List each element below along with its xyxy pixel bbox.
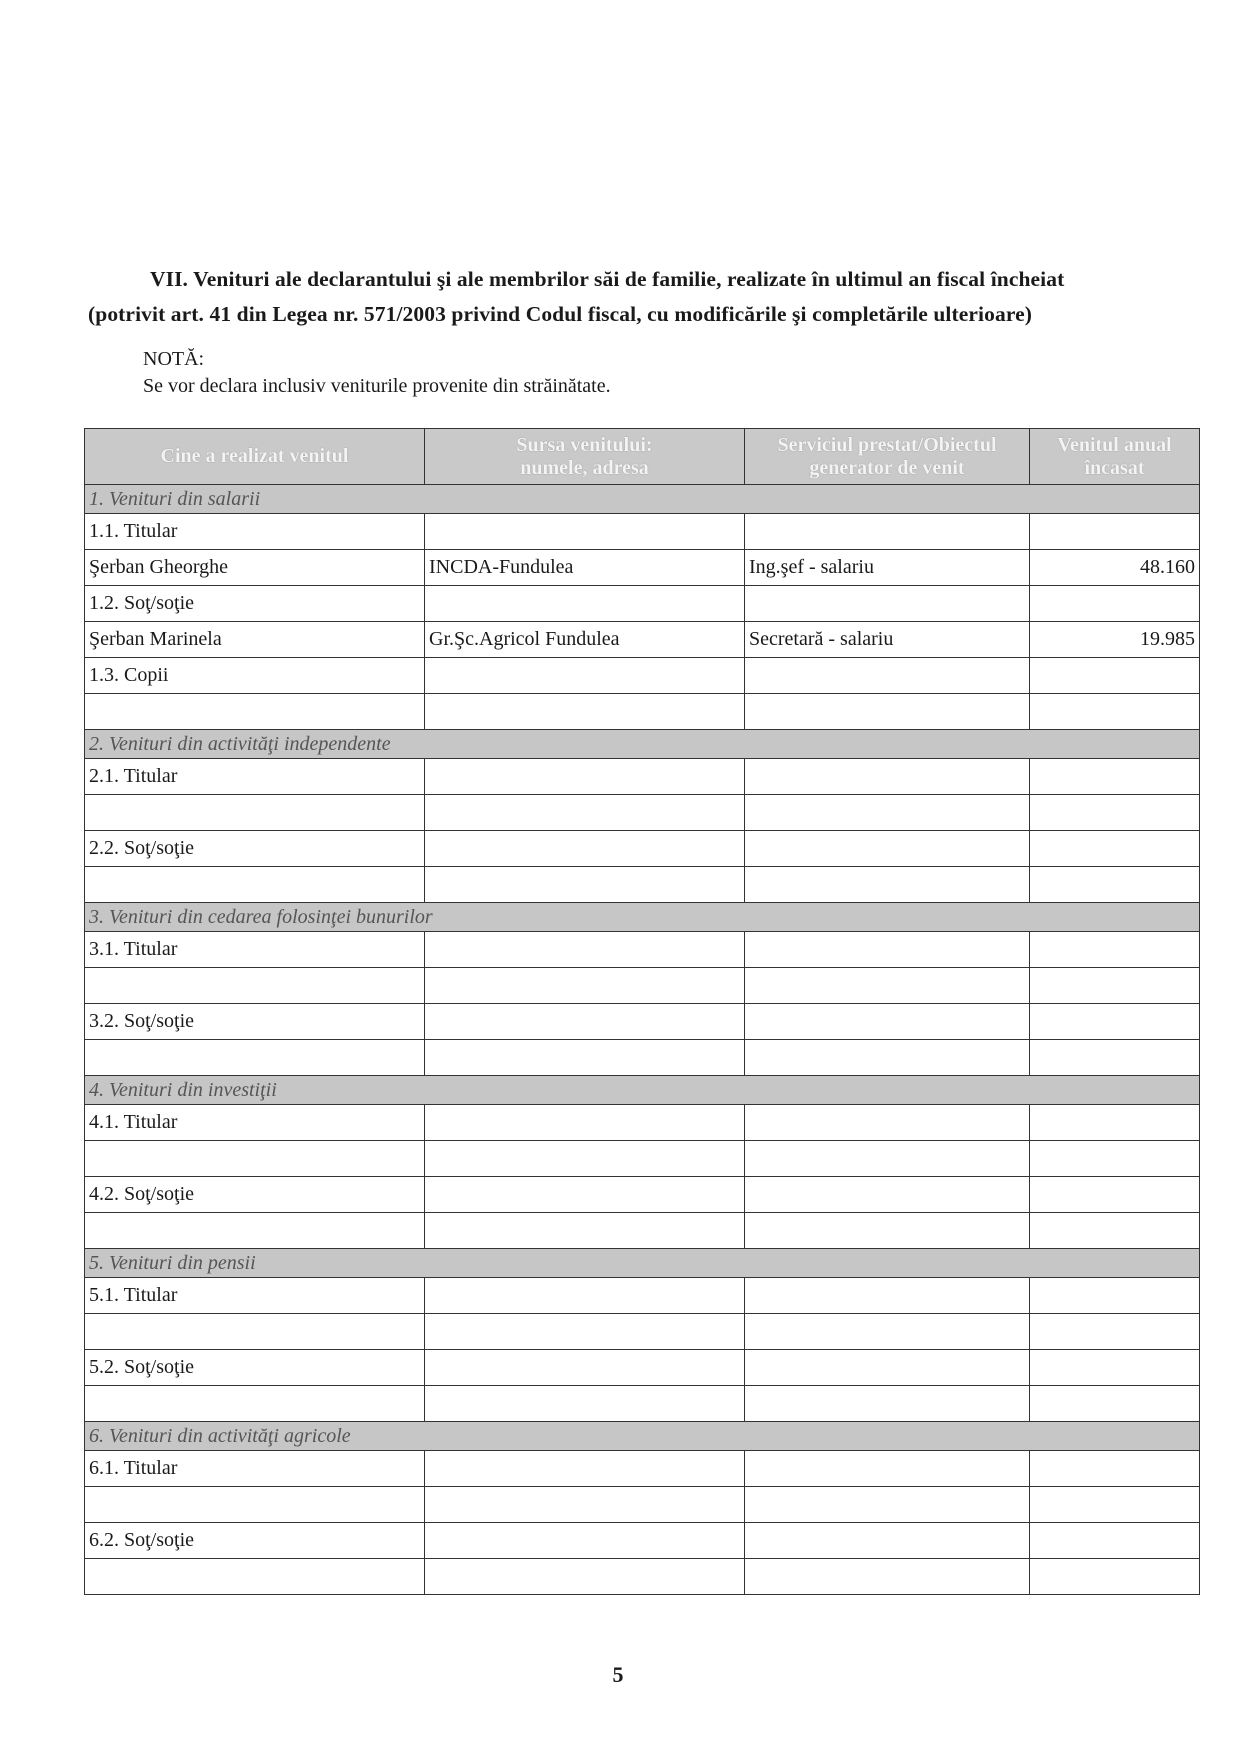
section-row xyxy=(85,485,1200,514)
cell-source xyxy=(425,694,745,730)
cell-source xyxy=(425,1040,745,1076)
table-row xyxy=(85,586,1200,622)
cell-service xyxy=(745,1386,1030,1422)
section-title: 2. Venituri din activităţi independente xyxy=(85,730,1200,759)
cell-amount xyxy=(1030,1105,1200,1141)
cell-source xyxy=(425,932,745,968)
cell-amount xyxy=(1030,968,1200,1004)
cell-source: INCDA-Fundulea xyxy=(425,550,745,586)
table-row xyxy=(85,1213,1200,1249)
cell-source xyxy=(425,1451,745,1487)
cell-who: 4.1. Titular xyxy=(85,1105,425,1141)
cell-who: 1.2. Soţ/soţie xyxy=(85,586,425,622)
cell-service xyxy=(745,1105,1030,1141)
table-row xyxy=(85,1141,1200,1177)
cell-service xyxy=(745,932,1030,968)
cell-who xyxy=(85,1487,425,1523)
section-row xyxy=(85,1249,1200,1278)
cell-service xyxy=(745,1350,1030,1386)
income-table-body xyxy=(85,485,1200,1595)
table-row xyxy=(85,1105,1200,1141)
section-title: 6. Venituri din activităţi agricole xyxy=(85,1422,1200,1451)
cell-service xyxy=(745,1278,1030,1314)
table-row xyxy=(85,932,1200,968)
cell-source xyxy=(425,658,745,694)
cell-who: 3.2. Soţ/soţie xyxy=(85,1004,425,1040)
cell-who: 2.1. Titular xyxy=(85,759,425,795)
cell-amount xyxy=(1030,1040,1200,1076)
cell-service xyxy=(745,1141,1030,1177)
cell-amount xyxy=(1030,932,1200,968)
cell-source xyxy=(425,795,745,831)
table-row xyxy=(85,759,1200,795)
table-row xyxy=(85,1177,1200,1213)
cell-amount xyxy=(1030,586,1200,622)
table-row xyxy=(85,1040,1200,1076)
table-row xyxy=(85,1350,1200,1386)
cell-who: 6.2. Soţ/soţie xyxy=(85,1523,425,1559)
note-label: NOTĂ: xyxy=(143,348,205,370)
table-row xyxy=(85,795,1200,831)
cell-amount xyxy=(1030,831,1200,867)
cell-service xyxy=(745,831,1030,867)
cell-who xyxy=(85,1559,425,1595)
note-text: Se vor declara inclusiv veniturile provenite din străinătate. xyxy=(143,375,611,397)
section-heading xyxy=(88,262,1223,332)
header-who: Cine a realizat venitul xyxy=(85,429,425,485)
cell-source xyxy=(425,1559,745,1595)
table-row xyxy=(85,1004,1200,1040)
section-title: 3. Venituri din cedarea folosinţei bunurilor xyxy=(85,903,1200,932)
cell-service xyxy=(745,658,1030,694)
cell-service xyxy=(745,1040,1030,1076)
cell-source xyxy=(425,968,745,1004)
table-row xyxy=(85,622,1200,658)
table-row xyxy=(85,1559,1200,1595)
cell-who: 4.2. Soţ/soţie xyxy=(85,1177,425,1213)
cell-amount xyxy=(1030,658,1200,694)
table-row xyxy=(85,1523,1200,1559)
table-row xyxy=(85,514,1200,550)
cell-who: 2.2. Soţ/soţie xyxy=(85,831,425,867)
section-row xyxy=(85,903,1200,932)
cell-amount xyxy=(1030,759,1200,795)
cell-service xyxy=(745,968,1030,1004)
cell-who xyxy=(85,867,425,903)
cell-amount xyxy=(1030,1278,1200,1314)
cell-source xyxy=(425,1278,745,1314)
section-row xyxy=(85,1422,1200,1451)
cell-amount xyxy=(1030,514,1200,550)
cell-amount xyxy=(1030,1451,1200,1487)
table-row xyxy=(85,831,1200,867)
cell-who xyxy=(85,1040,425,1076)
table-row xyxy=(85,658,1200,694)
cell-amount xyxy=(1030,1386,1200,1422)
cell-amount xyxy=(1030,867,1200,903)
cell-service xyxy=(745,1559,1030,1595)
section-title: 4. Venituri din investiţii xyxy=(85,1076,1200,1105)
cell-who: Şerban Marinela xyxy=(85,622,425,658)
cell-amount xyxy=(1030,1559,1200,1595)
section-row xyxy=(85,730,1200,759)
cell-who xyxy=(85,1213,425,1249)
cell-source xyxy=(425,831,745,867)
cell-source xyxy=(425,1314,745,1350)
cell-service xyxy=(745,1004,1030,1040)
cell-amount xyxy=(1030,694,1200,730)
income-table xyxy=(84,428,1200,1595)
cell-amount: 19.985 xyxy=(1030,622,1200,658)
cell-who xyxy=(85,694,425,730)
heading-line-1: VII. Venituri ale declarantului şi ale membrilor săi de familie, realizate în ultimul an fiscal încheiat xyxy=(150,267,1065,291)
table-row xyxy=(85,694,1200,730)
cell-who: 5.2. Soţ/soţie xyxy=(85,1350,425,1386)
cell-amount xyxy=(1030,1350,1200,1386)
cell-service xyxy=(745,795,1030,831)
cell-amount xyxy=(1030,1487,1200,1523)
cell-amount xyxy=(1030,1213,1200,1249)
cell-service xyxy=(745,1451,1030,1487)
table-row xyxy=(85,1487,1200,1523)
table-row xyxy=(85,1278,1200,1314)
cell-who xyxy=(85,1314,425,1350)
table-row xyxy=(85,1386,1200,1422)
cell-source xyxy=(425,1004,745,1040)
cell-source xyxy=(425,1523,745,1559)
cell-service xyxy=(745,1523,1030,1559)
cell-source xyxy=(425,1105,745,1141)
cell-who: 3.1. Titular xyxy=(85,932,425,968)
cell-service xyxy=(745,1213,1030,1249)
cell-source xyxy=(425,1213,745,1249)
cell-service xyxy=(745,586,1030,622)
cell-who xyxy=(85,795,425,831)
cell-who: 1.3. Copii xyxy=(85,658,425,694)
cell-who: 1.1. Titular xyxy=(85,514,425,550)
heading-line-2: (potrivit art. 41 din Legea nr. 571/2003 privind Codul fiscal, cu modificările şi completările ulterioare) xyxy=(88,302,1032,326)
header-amount: Venitul anual încasat xyxy=(1030,429,1200,485)
cell-source xyxy=(425,1141,745,1177)
cell-amount xyxy=(1030,1523,1200,1559)
cell-source: Gr.Şc.Agricol Fundulea xyxy=(425,622,745,658)
cell-amount xyxy=(1030,1314,1200,1350)
cell-service: Secretară - salariu xyxy=(745,622,1030,658)
cell-who: 5.1. Titular xyxy=(85,1278,425,1314)
cell-service xyxy=(745,1177,1030,1213)
cell-service xyxy=(745,1487,1030,1523)
cell-service xyxy=(745,1314,1030,1350)
cell-amount xyxy=(1030,1177,1200,1213)
cell-source xyxy=(425,1177,745,1213)
cell-service: Ing.şef - salariu xyxy=(745,550,1030,586)
section-title: 1. Venituri din salarii xyxy=(85,485,1200,514)
cell-service xyxy=(745,867,1030,903)
table-header-row xyxy=(85,429,1200,485)
cell-source xyxy=(425,514,745,550)
cell-amount xyxy=(1030,795,1200,831)
table-row xyxy=(85,867,1200,903)
cell-amount: 48.160 xyxy=(1030,550,1200,586)
cell-source xyxy=(425,1386,745,1422)
page-number: 5 xyxy=(612,1662,624,1687)
cell-who xyxy=(85,1141,425,1177)
cell-who xyxy=(85,1386,425,1422)
cell-service xyxy=(745,514,1030,550)
section-title: 5. Venituri din pensii xyxy=(85,1249,1200,1278)
cell-source xyxy=(425,867,745,903)
header-source: Sursa venitului: numele, adresa xyxy=(425,429,745,485)
cell-source xyxy=(425,586,745,622)
cell-service xyxy=(745,759,1030,795)
cell-source xyxy=(425,1350,745,1386)
table-row xyxy=(85,1451,1200,1487)
cell-who: Şerban Gheorghe xyxy=(85,550,425,586)
table-row xyxy=(85,1314,1200,1350)
table-row xyxy=(85,968,1200,1004)
header-service: Serviciul prestat/Obiectul generator de venit xyxy=(745,429,1030,485)
cell-who xyxy=(85,968,425,1004)
cell-source xyxy=(425,759,745,795)
cell-amount xyxy=(1030,1141,1200,1177)
section-row xyxy=(85,1076,1200,1105)
cell-who: 6.1. Titular xyxy=(85,1451,425,1487)
cell-service xyxy=(745,694,1030,730)
cell-amount xyxy=(1030,1004,1200,1040)
table-row xyxy=(85,550,1200,586)
cell-source xyxy=(425,1487,745,1523)
